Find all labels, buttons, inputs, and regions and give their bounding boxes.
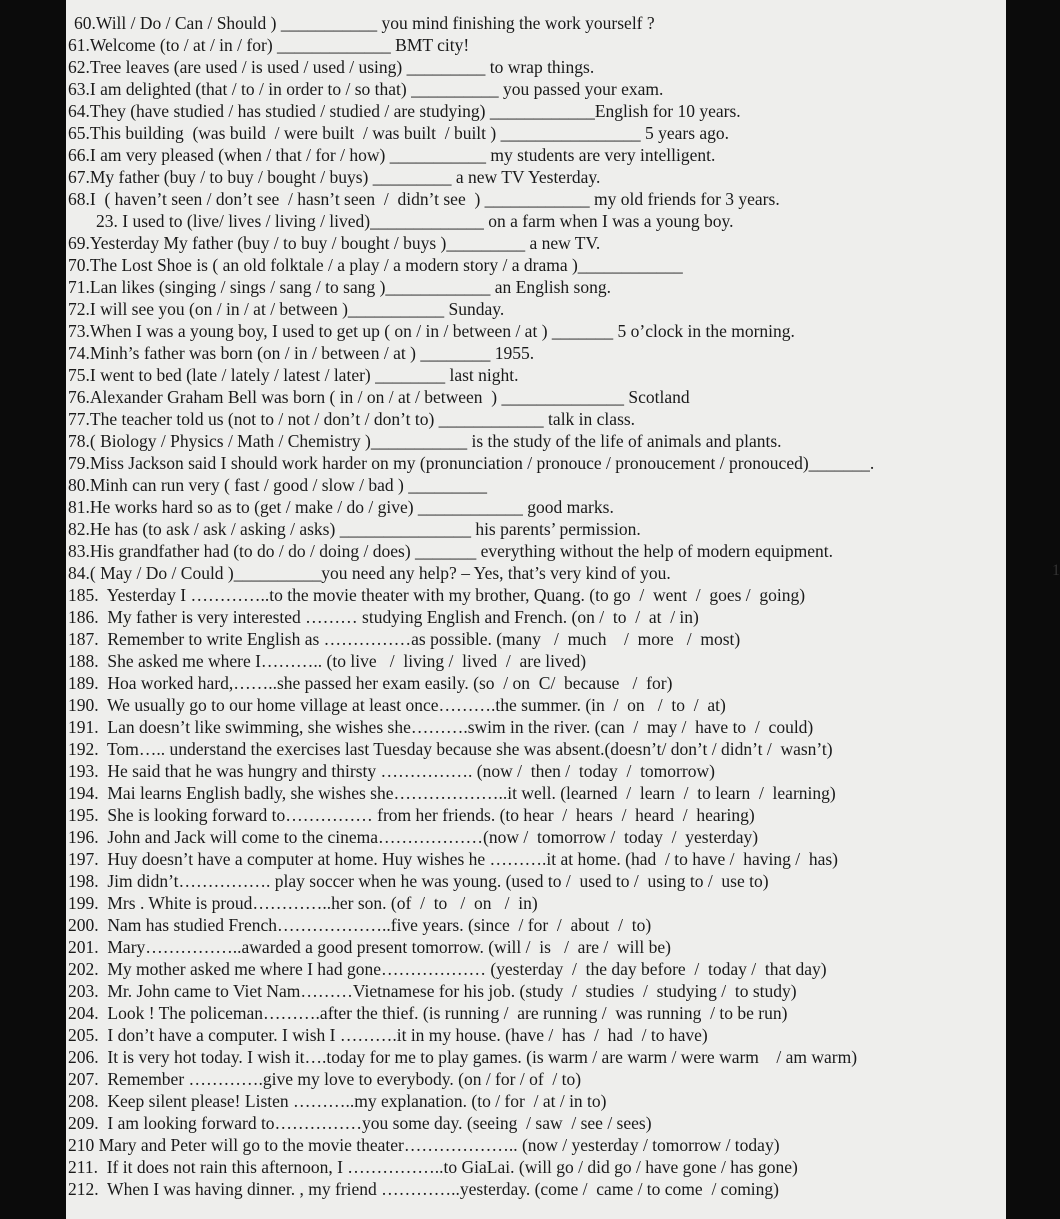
exercise-line: 202. My mother asked me where I had gone……………… (yesterday / the day before / today / that day) [68,959,827,979]
exercise-line: 191. Lan doesn’t like swimming, she wishes she……….swim in the river. (can / may / have to / could) [68,717,814,737]
exercise-line: 76.Alexander Graham Bell was born ( in / on / at / between ) ______________ Scotland [68,387,690,407]
exercise-line: 81.He works hard so as to (get / make / do / give) ____________ good marks. [68,497,614,517]
exercise-line: 199. Mrs . White is proud…………..her son. (of / to / on / in) [68,893,538,913]
worksheet-page [66,0,1060,1219]
exercise-line: 78.( Biology / Physics / Math / Chemistry )___________ is the study of the life of animals and plants. [68,431,782,451]
exercise-line: 60.Will / Do / Can / Should ) ___________ you mind finishing the work yourself ? [74,13,655,33]
exercise-line: 67.My father (buy / to buy / bought / buys) _________ a new TV Yesterday. [68,167,601,187]
exercise-line: 188. She asked me where I……….. (to live / living / lived / are lived) [68,651,587,671]
exercise-line: 74.Minh’s father was born (on / in / between / at ) ________ 1955. [68,343,535,363]
exercise-line: 69.Yesterday My father (buy / to buy / bought / buys )_________ a new TV. [68,233,601,253]
exercise-line: 197. Huy doesn’t have a computer at home. Huy wishes he ……….it at home. (had / to have / having / has) [68,849,838,869]
exercise-line: 63.I am delighted (that / to / in order to / so that) __________ you passed your exam. [68,79,664,99]
exercise-line: 205. I don’t have a computer. I wish I ……….it in my house. (have / has / had / to have) [68,1025,708,1045]
exercise-line: 61.Welcome (to / at / in / for) _____________ BMT city! [68,35,470,55]
exercise-line: 210 Mary and Peter will go to the movie theater……………….. (now / yesterday / tomorrow / today) [68,1135,780,1155]
exercise-line: 200. Nam has studied French………………..five years. (since / for / about / to) [68,915,652,935]
margin-mark: 1 [1052,562,1060,579]
exercise-line: 211. If it does not rain this afternoon, I ……………..to GiaLai. (will go / did go / have gone / has gone) [68,1157,798,1177]
exercise-line: 73.When I was a young boy, I used to get up ( on / in / between / at ) _______ 5 o’clock in the morning. [68,321,795,341]
exercise-line: 196. John and Jack will come to the cinema………………(now / tomorrow / today / yesterday) [68,827,759,847]
exercise-line: 194. Mai learns English badly, she wishes she………………..it well. (learned / learn / to learn / learning) [68,783,836,803]
exercise-line: 186. My father is very interested ……… studying English and French. (on / to / at / in) [68,607,699,627]
exercise-line: 198. Jim didn’t……………. play soccer when he was young. (used to / used to / using to / use to) [68,871,769,891]
exercise-line: 80.Minh can run very ( fast / good / slow / bad ) _________ [68,475,487,495]
exercise-line: 23. I used to (live/ lives / living / lived)_____________ on a farm when I was a young boy. [96,211,734,231]
exercise-line: 190. We usually go to our home village at least once……….the summer. (in / on / to / at) [68,695,726,715]
exercise-line: 70.The Lost Shoe is ( an old folktale / a play / a modern story / a drama )____________ [68,255,683,275]
exercise-line: 201. Mary……………..awarded a good present tomorrow. (will / is / are / will be) [68,937,671,957]
exercise-line: 77.The teacher told us (not to / not / don’t / don’t to) ____________ talk in class. [68,409,636,429]
exercise-line: 212. When I was having dinner. , my friend …………..yesterday. (come / came / to come / coming) [68,1179,779,1199]
exercise-line: 83.His grandfather had (to do / do / doing / does) _______ everything without the help of modern equipment. [68,541,833,561]
exercise-line: 193. He said that he was hungry and thirsty ……………. (now / then / today / tomorrow) [68,761,715,781]
exercise-line: 195. She is looking forward to…………… from her friends. (to hear / hears / heard / hearing) [68,805,755,825]
exercise-line: 206. It is very hot today. I wish it….today for me to play games. (is warm / are warm / were warm / am warm) [68,1047,858,1067]
exercise-line: 192. Tom….. understand the exercises last Tuesday because she was absent.(doesn’t/ don’t / didn’t / wasn’t) [68,739,833,759]
exercise-line: 208. Keep silent please! Listen ………..my explanation. (to / for / at / in to) [68,1091,607,1111]
exercise-line: 79.Miss Jackson said I should work harder on my (pronunciation / pronouce / pronoucement / pronouced)_______. [68,453,875,473]
exercise-line: 187. Remember to write English as ……………as possible. (many / much / more / most) [68,629,741,649]
exercise-line: 65.This building (was build / were built / was built / built ) ________________ 5 years ago. [68,123,730,143]
exercise-line: 71.Lan likes (singing / sings / sang / to sang )____________ an English song. [68,277,611,297]
exercise-line: 185. Yesterday I …………..to the movie theater with my brother, Quang. (to go / went / goes / going) [68,585,806,605]
exercise-line: 84.( May / Do / Could )__________you need any help? – Yes, that’s very kind of you. [68,563,671,583]
exercise-line: 75.I went to bed (late / lately / latest / later) ________ last night. [68,365,519,385]
exercise-line: 203. Mr. John came to Viet Nam………Vietnamese for his job. (study / studies / studying / to study) [68,981,797,1001]
exercise-line: 207. Remember ………….give my love to everybody. (on / for / of / to) [68,1069,582,1089]
exercise-line: 189. Hoa worked hard,……..she passed her exam easily. (so / on C/ because / for) [68,673,673,693]
exercise-line: 64.They (have studied / has studied / studied / are studying) ____________English for 10 years. [68,101,741,121]
exercise-line: 82.He has (to ask / ask / asking / asks) _______________ his parents’ permission. [68,519,641,539]
exercise-line: 68.I ( haven’t seen / don’t see / hasn’t seen / didn’t see ) ____________ my old friends for 3 years. [68,189,780,209]
exercise-line: 62.Tree leaves (are used / is used / used / using) _________ to wrap things. [68,57,595,77]
exercise-line: 66.I am very pleased (when / that / for / how) ___________ my students are very intelligent. [68,145,716,165]
exercise-list [66,0,1006,1219]
exercise-line: 204. Look ! The policeman……….after the thief. (is running / are running / was running / to be run) [68,1003,788,1023]
exercise-line: 209. I am looking forward to……………you some day. (seeing / saw / see / sees) [68,1113,652,1133]
exercise-line: 72.I will see you (on / in / at / between )___________ Sunday. [68,299,505,319]
